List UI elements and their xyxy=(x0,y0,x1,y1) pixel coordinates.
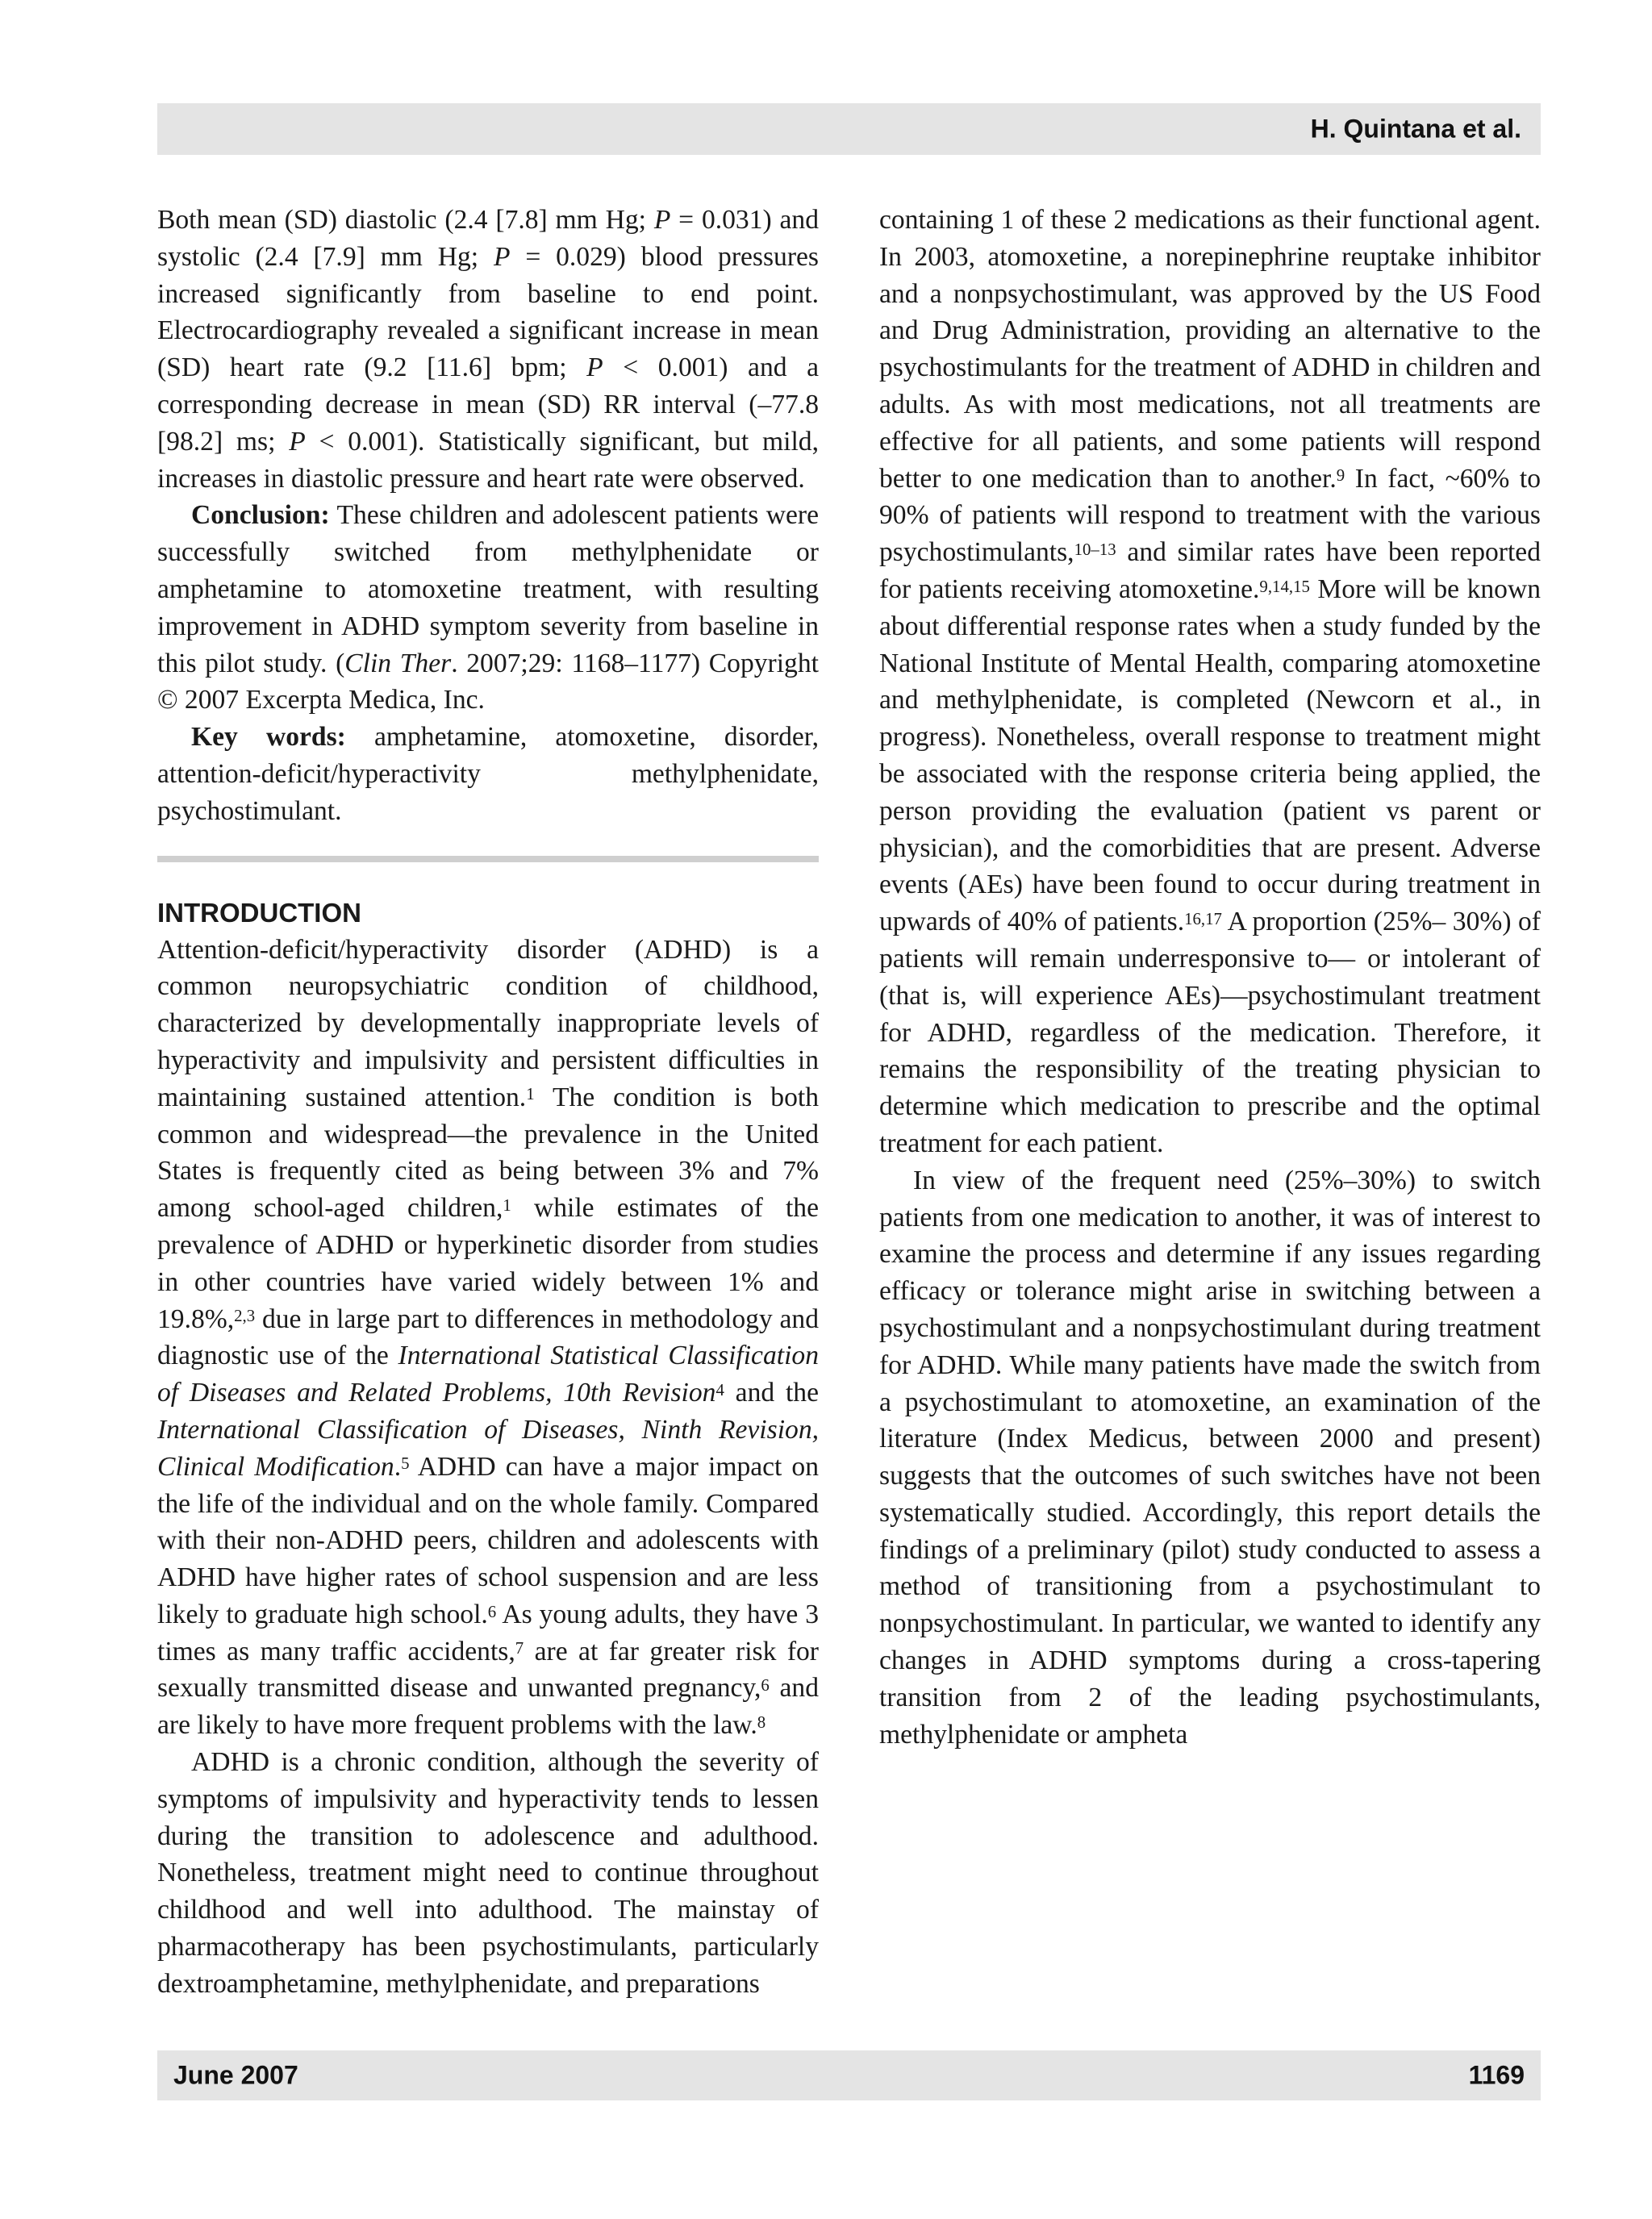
introduction-paragraph-2-continued: containing 1 of these 2 medications as their functional agent. In 2003, atomoxetine, a norepinephrine reuptake inhibitor and a nonpsychostimulant, was approved by the US Food and Drug Administration, providing an alternative to the psychostimulants for the treatment of ADHD in children and adults. As with most medications, not all treatments are effective for all patients, and some patients will respond better to one medication than to another.$^9$ In fact, ~60% to 90% of patients will respond to treatment with the various psychostimulants,$^{10-13}$ and similar rates have been reported for patients receiving atomoxetine.$^{9,14,15}$ More will be known about differential response rates when a study funded by the National Institute of Mental Health, comparing atomoxetine and methylphenidate, is completed (Newcorn et al., in progress). Nonetheless, overall response to treatment might be associated with the response criteria being applied, the person providing the evaluation (patient vs parent or physician), and the comorbidities that are present. Adverse events (AEs) have been found to occur during treatment in upwards of 40% of patients.$^{16,17}$ A proportion (25%– 30%) of patients will remain underresponsive to— or intolerant of (that is, will experience AEs)—psychostimulant treatment for ADHD, regardless of the medication. Therefore, it remains the responsibility of the treating physician to determine which medication to prescribe and the optimal treatment for each patient. xyxy=(879,205,1541,1158)
page-number: 1169 xyxy=(1468,2060,1525,2090)
abstract-conclusion-paragraph: Conclusion: These children and adolescent patients were successfully switched from methylphenidate or amphetamine to atomoxetine treatment, with resulting improvement in ADHD symptom severity from baseline in this pilot study. (Clin Ther. 2007;29: 1168–1177) Copyright © 2007 Excerpta Medica, Inc. xyxy=(157,500,819,715)
abstract-results-paragraph: Both mean (SD) diastolic (2.4 [7.8] mm Hg; P = 0.031) and systolic (2.4 [7.9] mm Hg; P = 0.029) blood pressures increased significantly from baseline to end point. Electrocardiography revealed a significant increase in mean (SD) heart rate (9.2 [11.6] bpm; P < 0.001) and a corresponding decrease in mean (SD) RR interval (–77.8 [98.2] ms; P < 0.001). Statistically significant, but mild, increases in diastolic pressure and heart rate were observed. xyxy=(157,205,820,494)
introduction-heading: INTRODUCTION xyxy=(157,897,361,928)
flowed-text-fragment: ADHD is a chronic condition, although the severity of symptoms of impulsivity and hyperactivity tends to lessen during the transition to adolescence and adulthood. Nonetheless, treatment might need to continue throughout childhood and well into adulthood. The mainstay of pharmacotherapy has been psychostimulants, particularly dextroamphetamine, methylphenidate, and preparations xyxy=(157,1747,819,1999)
introduction-paragraph-3: In view of the frequent need (25%–30%) to switch patients from one medication to another, it was of interest to examine the process and determine if any issues regarding efficacy or tolerance might arise in switching between a psychostimulant and a nonpsychostimulant during treatment for ADHD. While many patients have made the switch from a psychostimulant to atomoxetine, an examination of the literature (Index Medicus, between 2000 and present) suggests that the outcomes of such switches have not been systematically studied. Accordingly, this report details the findings of a preliminary (pilot) study conducted to assess a method of transitioning from a psychostimulant to nonpsychostimulant. In particular, we wanted to identify any changes in ADHD symptoms during a cross-tapering transition from 2 of the leading psychostimulants, methylphenidate or ampheta xyxy=(879,1165,1541,1750)
header-author: H. Quintana et al. xyxy=(1310,114,1521,144)
left-column xyxy=(157,202,819,2003)
running-footer xyxy=(157,2050,1541,2100)
conclusion-label: Conclusion: xyxy=(191,500,330,531)
running-header xyxy=(157,103,1541,155)
introduction-paragraph-2 xyxy=(157,1744,819,2003)
introduction-paragraph-1: Attention-deficit/hyperactivity disorder (ADHD) is a common neuropsychiatric condition of childhood, characterized by developmentally inappropriate levels of hyperactivity and impulsivity and persistent difficulties in maintaining sustained attention.$^1$ The condition is both common and widespread—the prevalence in the United States is frequently cited as being between 3% and 7% among school-aged children,$^1$ while estimates of the prevalence of ADHD or hyperkinetic disorder from studies in other countries have varied widely between 1% and 19.8%,$^{2,3}$ due in large part to differences in methodology and diagnostic use of the International Statistical Classification of Diseases and Related Problems, 10th Revision$^4$ and the International Classification of Diseases, Ninth Revision, Clinical Modification.$^5$ ADHD can have a major impact on the life of the individual and on the whole family. Compared with their non-ADHD peers, children and adolescents with ADHD have higher rates of school suspension and are less likely to graduate high school.$^6$ As young adults, they have 3 times as many traffic accidents,$^7$ are at far greater risk for sexually transmitted disease and unwanted pregnancy,$^6$ and are likely to have more frequent problems with the law.$^8$ xyxy=(157,934,820,1741)
footer-date: June 2007 xyxy=(173,2060,298,2090)
right-column xyxy=(879,202,1541,1753)
keywords-label: Key words: xyxy=(191,722,346,753)
section-divider xyxy=(157,856,819,862)
keywords-paragraph: Key words: amphetamine, atomoxetine, disorder, attention-deficit/hyperactivity methylphenidate, psychostimulant. xyxy=(157,722,819,826)
